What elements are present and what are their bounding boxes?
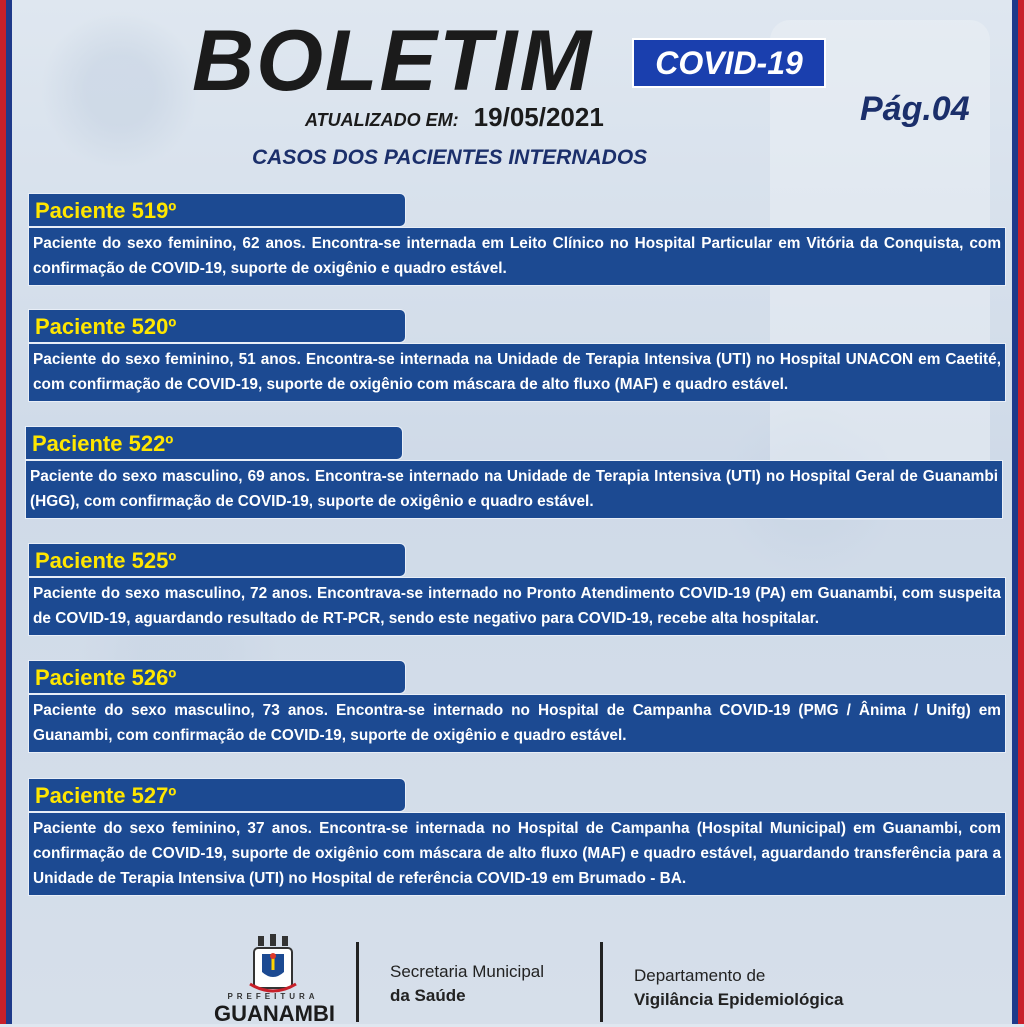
footer-divider xyxy=(356,942,359,1022)
city-crest-icon xyxy=(246,934,300,998)
patient-label: Paciente 525º xyxy=(28,543,406,577)
patient-description: Paciente do sexo feminino, 37 anos. Encontra-se internada no Hospital de Campanha (Hospital Municipal) em Guanambi, com confirmação de COVID-19, suporte de oxigênio com máscara de alto fluxo (MAF) e quadro estável, aguardando transferência para a Unidade de Terapia Intensiva (UTI) no Hospital de referência COVID-19 em Brumado - BA. xyxy=(28,812,1006,896)
footer-divider xyxy=(600,942,603,1022)
patient-label: Paciente 527º xyxy=(28,778,406,812)
patient-description: Paciente do sexo masculino, 72 anos. Encontrava-se internado no Pronto Atendimento COVID-19 (PA) em Guanambi, com suspeita de COVID-19, aguardando resultado de RT-PCR, sendo este negativo para COVID-19, recebe alta hospitalar. xyxy=(28,577,1006,636)
covid-badge: COVID-19 xyxy=(632,38,826,88)
patient-description: Paciente do sexo feminino, 51 anos. Encontra-se internada na Unidade de Terapia Intensiva (UTI) no Hospital UNACON em Caetité, com confirmação de COVID-19, suporte de oxigênio com máscara de alto fluxo (MAF) e quadro estável. xyxy=(28,343,1006,402)
page-number: Pág.04 xyxy=(860,90,970,128)
patient-card xyxy=(25,426,1003,519)
patient-description: Paciente do sexo feminino, 62 anos. Encontra-se internada em Leito Clínico no Hospital Particular em Vitória da Conquista, com confirmação de COVID-19, suporte de oxigênio e quadro estável. xyxy=(28,227,1006,286)
patient-card xyxy=(28,193,1006,286)
updated-line xyxy=(305,102,604,133)
patient-label: Paciente 519º xyxy=(28,193,406,227)
patient-description: Paciente do sexo masculino, 73 anos. Encontra-se internado no Hospital de Campanha COVID-19 (PMG / Ânima / Unifg) em Guanambi, com confirmação de COVID-19, suporte de oxigênio e quadro estável. xyxy=(28,694,1006,753)
dept1-line2: da Saúde xyxy=(390,986,466,1005)
guanambi-logo xyxy=(214,934,335,1026)
dept2-line2: Vigilância Epidemiológica xyxy=(634,990,844,1009)
patient-card xyxy=(28,660,1006,753)
patient-card xyxy=(28,309,1006,402)
updated-date: 19/05/2021 xyxy=(473,102,604,132)
logo-city: GUANAMBI xyxy=(214,1001,335,1026)
health-department xyxy=(390,960,544,1008)
patient-card xyxy=(28,778,1006,896)
patient-label: Paciente 522º xyxy=(25,426,403,460)
updated-label: ATUALIZADO EM: xyxy=(305,110,459,130)
patient-card xyxy=(28,543,1006,636)
dept2-line1: Departamento de xyxy=(634,966,766,985)
dept1-line1: Secretaria Municipal xyxy=(390,962,545,981)
right-frame-stripe xyxy=(1012,0,1024,1024)
patient-label: Paciente 526º xyxy=(28,660,406,694)
virus-decoration xyxy=(40,10,200,170)
epidemiology-department xyxy=(634,964,843,1012)
logo-prefix: PREFEITURA xyxy=(227,992,319,1001)
section-title: CASOS DOS PACIENTES INTERNADOS xyxy=(252,146,648,169)
page-title: BOLETIM xyxy=(192,13,593,109)
left-frame-stripe xyxy=(0,0,12,1024)
footer xyxy=(0,930,1024,1024)
patient-description: Paciente do sexo masculino, 69 anos. Encontra-se internado na Unidade de Terapia Intensiva (UTI) no Hospital Geral de Guanambi (HGG), com confirmação de COVID-19, suporte de oxigênio e quadro estável. xyxy=(25,460,1003,519)
patient-label: Paciente 520º xyxy=(28,309,406,343)
